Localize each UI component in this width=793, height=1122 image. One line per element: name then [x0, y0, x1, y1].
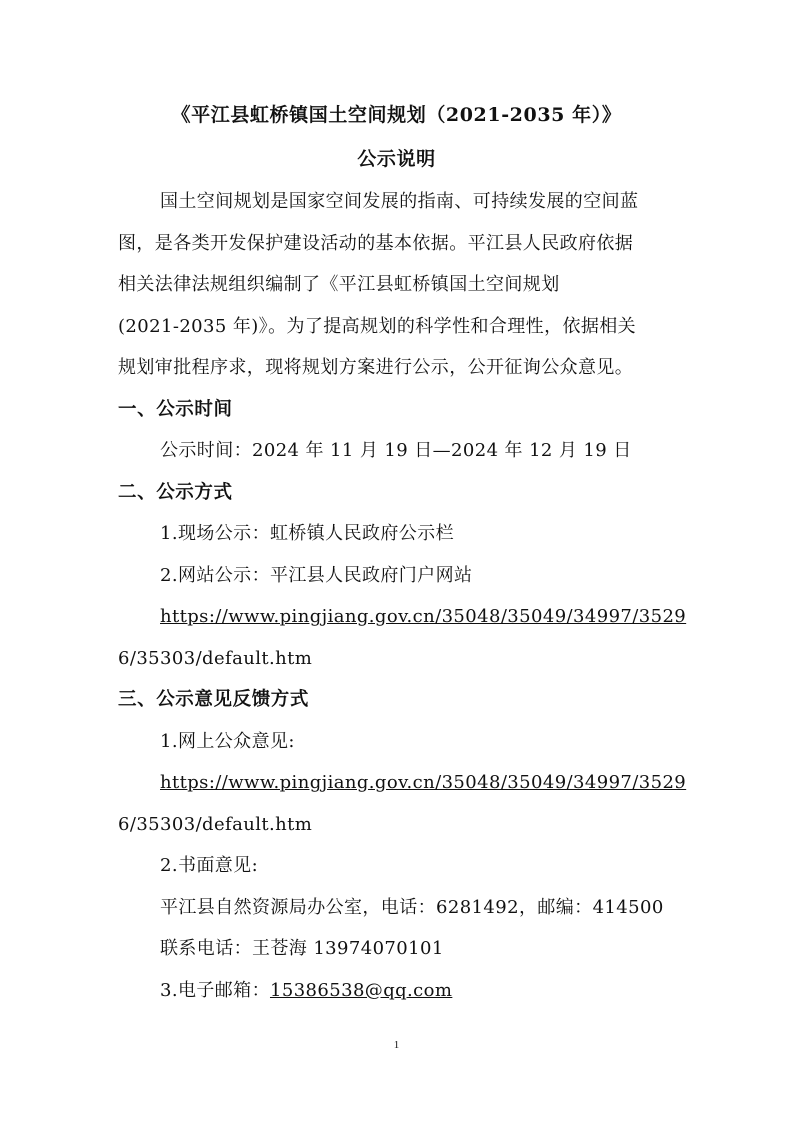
intro-line-5: 规划审批程序求，现将规划方案进行公示，公开征询公众意见。 — [118, 357, 634, 378]
document-title: 《平江县虹桥镇国土空间规划（2021-2035 年）》 — [171, 104, 622, 126]
section-1-heading: 一、公示时间 — [118, 399, 233, 420]
section-3-heading: 三、公示意见反馈方式 — [118, 689, 310, 710]
email-link[interactable]: 15386538@qq.com — [269, 980, 453, 1001]
email-label: 3.电子邮箱： — [160, 980, 270, 1001]
website-link-line-2[interactable]: 6/35303/default.htm — [118, 648, 313, 669]
online-feedback-item: 1.网上公众意见: — [160, 731, 295, 752]
page-number: 1 — [393, 1039, 400, 1051]
contact-phone: 联系电话：王苍海 13974070101 — [160, 938, 444, 959]
feedback-link-line-1[interactable]: https://www.pingjiang.gov.cn/35048/35049/34997/3529 — [160, 772, 687, 793]
email-item — [160, 979, 452, 1003]
document-subtitle: 公示说明 — [357, 148, 436, 170]
website-link-line-1[interactable]: https://www.pingjiang.gov.cn/35048/35049/34997/3529 — [160, 606, 687, 627]
intro-line-2: 图，是各类开发保护建设活动的基本依据。平江县人民政府依据 — [118, 233, 634, 254]
feedback-link-line-2[interactable]: 6/35303/default.htm — [118, 814, 313, 835]
written-feedback-item: 2.书面意见: — [160, 855, 259, 876]
intro-line-3: 相关法律法规组织编制了《平江县虹桥镇国土空间规划 — [118, 274, 560, 295]
section-2-heading: 二、公示方式 — [118, 482, 233, 503]
publicity-period: 公示时间：2024 年 11 月 19 日—2024 年 12 月 19 日 — [160, 440, 632, 461]
onsite-publicity-item: 1.现场公示：虹桥镇人民政府公示栏 — [160, 523, 454, 544]
website-publicity-item: 2.网站公示：平江县人民政府门户网站 — [160, 565, 473, 586]
office-address: 平江县自然资源局办公室，电话：6281492，邮编：414500 — [160, 897, 664, 918]
intro-line-4: (2021-2035 年)》。为了提高规划的科学性和合理性，依据相关 — [118, 316, 637, 337]
intro-line-1: 国土空间规划是国家空间发展的指南、可持续发展的空间蓝 — [160, 191, 639, 212]
